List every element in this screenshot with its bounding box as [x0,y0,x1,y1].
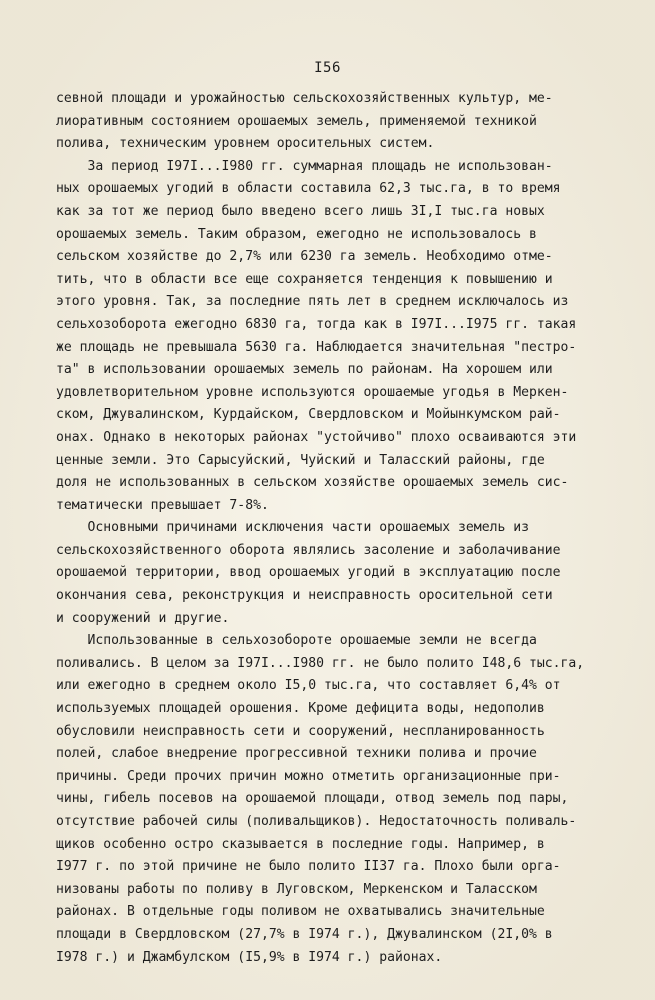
text-line: За период I97I...I980 гг. суммарная площадь не использован- [56,158,553,174]
text-line: I977 г. по этой причине не было полито II37 га. Плохо были орга- [56,859,561,875]
text-line: и сооружений и другие. [56,610,230,626]
text-line: чины, гибель посевов на орошаемой площади, отвод земель под пары, [56,791,569,807]
text-line: ных орошаемых угодий в области составила 62,3 тыс.га, в то время [56,181,561,197]
text-line: орошаемой территории, ввод орошаемых угодий в эксплуатацию после [56,565,561,581]
text-line: онах. Однако в некоторых районах "устойчиво" плохо осваиваются эти [56,429,577,445]
text-line: или ежегодно в среднем около I5,0 тыс.га, что составляет 6,4% от [56,678,561,694]
text-line: же площадь не превышала 5630 га. Наблюдается значительная "пестро- [56,339,577,355]
text-line: используемых площадей орошения. Кроме дефицита воды, недополив [56,701,545,717]
text-line: сельском хозяйстве до 2,7% или 6230 га земель. Необходимо отме- [56,249,553,265]
text-line: доля не использованных в сельском хозяйстве орошаемых земель сис- [56,475,569,491]
text-line: Использованные в сельхозобороте орошаемые земли не всегда [56,633,537,649]
text-line: районах. В отдельные годы поливом не охватывались значительные [56,904,545,920]
text-line: щиков особенно остро сказывается в последние годы. Например, в [56,836,545,852]
text-line: полей, слабое внедрение прогрессивной техники полива и прочие [56,746,537,762]
text-line: орошаемых земель. Таким образом, ежегодно не использовалось в [56,226,537,242]
text-line: как за тот же период было введено всего лишь 3I,I тыс.га новых [56,203,545,219]
text-line: поливались. В целом за I97I...I980 гг. не было полито I48,6 тыс.га, [56,655,585,671]
text-line: та" в использовании орошаемых земель по районам. На хорошем или [56,362,553,378]
text-line: низованы работы по поливу в Луговском, Меркенском и Таласском [56,881,537,897]
page-number: I56 [314,60,341,76]
text-line: площади в Свердловском (27,7% в I974 г.), Джувалинском (2I,0% в [56,926,553,942]
text-line: этого уровня. Так, за последние пять лет в среднем исключалось из [56,294,569,310]
text-line: отсутствие рабочей силы (поливальщиков). Недостаточность поливаль- [56,814,577,829]
text-line: I978 г.) и Джамбулском (I5,9% в I974 г.) районах. [56,949,443,965]
text-line: ском, Джувалинском, Курдайском, Свердловском и Мойынкумском рай- [56,407,561,423]
text-line: сельхозоборота ежегодно 6830 га, тогда как в I97I...I975 гг. такая [56,316,577,332]
text-line: тить, что в области все еще сохраняется тенденция к повышению и [56,271,553,287]
body-text [56,88,616,969]
text-line: полива, техническим уровнем оросительных систем. [56,136,435,152]
text-line: причины. Среди прочих причин можно отметить организационные при- [56,768,561,784]
text-line: лиоративным состоянием орошаемых земель, применяемой техникой [56,113,537,129]
text-line: сельскохозяйственного оборота являлись засоление и заболачивание [56,542,561,558]
text-line: удовлетворительном уровне используются орошаемые угодья в Меркен- [56,384,569,400]
text-line: ценные земли. Это Сарысуйский, Чуйский и Таласский районы, где [56,452,545,468]
text-line: севной площади и урожайностью сельскохозяйственных культур, ме- [56,91,553,106]
text-line: окончания сева, реконструкция и неисправность оросительной сети [56,588,553,604]
text-line: обусловили неисправность сети и сооружений, неспланированность [56,723,545,739]
text-line: тематически превышает 7-8%. [56,497,269,513]
text-line: Основными причинами исключения части орошаемых земель из [56,520,529,536]
